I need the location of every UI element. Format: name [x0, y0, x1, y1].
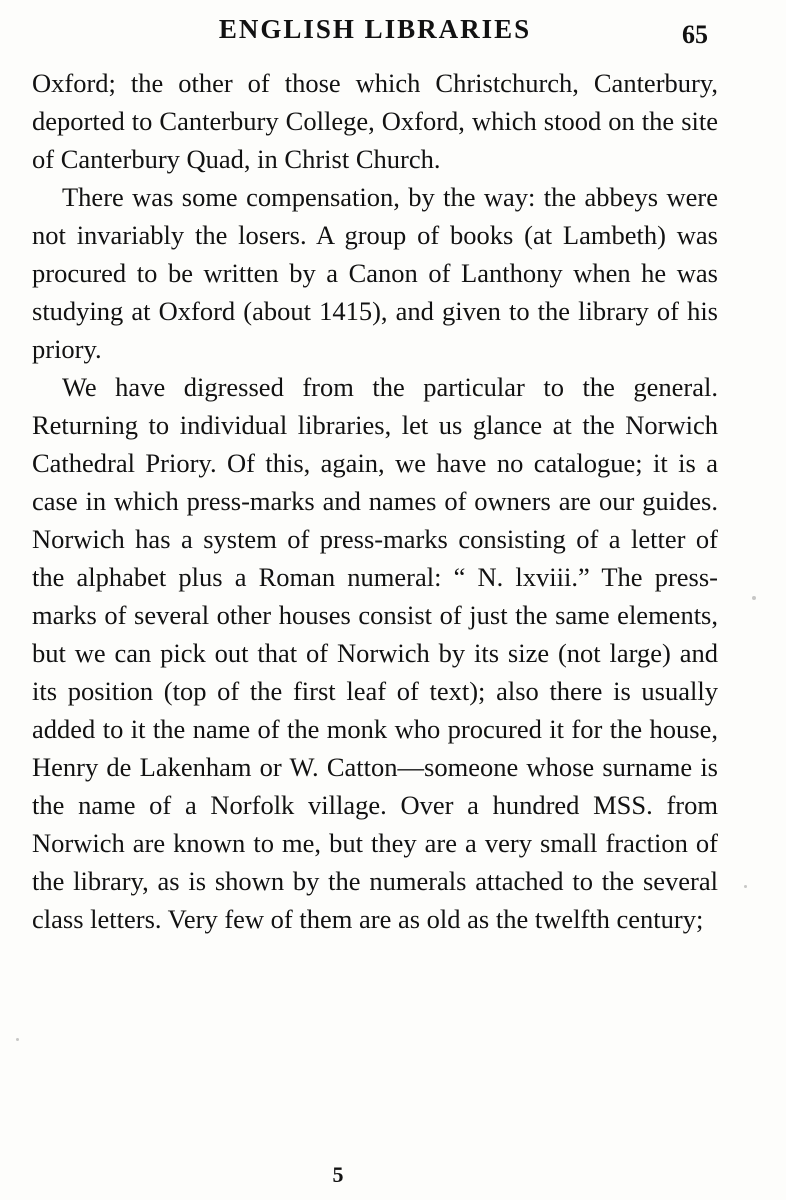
print-speck	[752, 596, 756, 600]
page-header	[32, 14, 718, 60]
paragraph: We have digressed from the particular to the general. Returning to individual libraries, let us glance at the Norwich Cathedral Priory. Of this, again, we have no catalogue; it is a case in which press-marks and names of owners are our guides. Norwich has a system of press-marks consisting of a letter of the alphabet plus a Roman numeral: “ N. lxviii.” The press-marks of several other houses consist of just the same elements, but we can pick out that of Norwich by its size (not large) and its position (top of the first leaf of text); also there is usually added to it the name of the monk who procured it for the house, Henry de Lakenham or W. Catton—someone whose surname is the name of a Norfolk village. Over a hundred MSS. from Norwich are known to me, but they are a very small fraction of the library, as is shown by the numerals attached to the several class letters. Very few of them are as old as the twelfth century;	[32, 372, 718, 934]
signature-mark: 5	[332, 1162, 344, 1187]
print-speck	[744, 885, 747, 888]
paragraph: Oxford; the other of those which Christchurch, Canterbury, deported to Canterbury College, Oxford, which stood on the site of Canterbury Quad, in Christ Church.	[32, 68, 718, 174]
body-text	[32, 64, 718, 938]
page-number: 65	[682, 20, 708, 49]
print-speck	[16, 1038, 19, 1041]
paragraph: There was some compensation, by the way: the abbeys were not invariably the losers. A group of books (at Lambeth) was procured to be written by a Canon of Lanthony when he was studying at Oxford (about 1415), and given to the library of his priory.	[32, 182, 718, 364]
running-head: ENGLISH LIBRARIES	[218, 14, 532, 44]
